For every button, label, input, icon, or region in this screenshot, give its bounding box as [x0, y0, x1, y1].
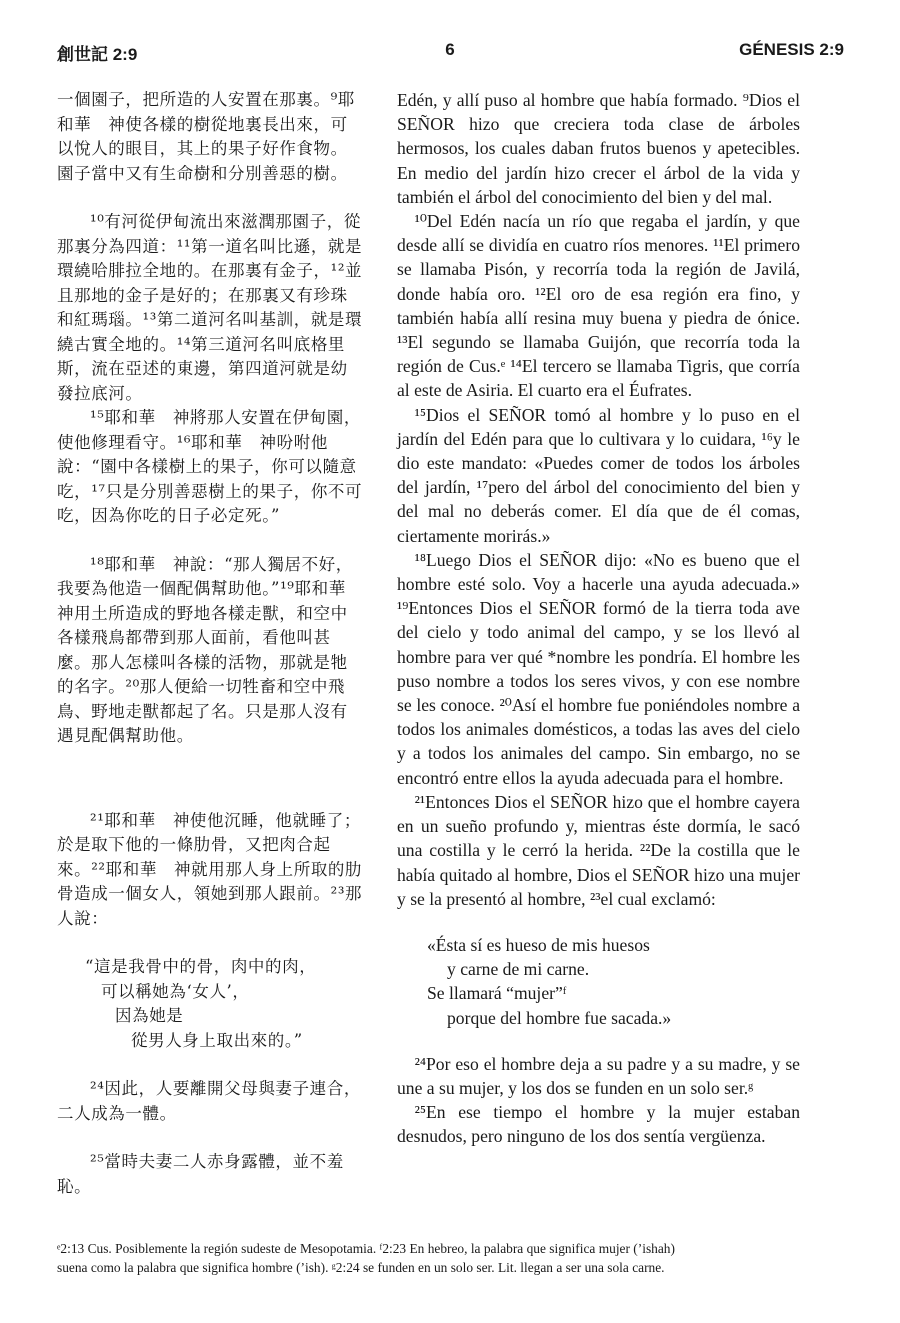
spanish-paragraph-7: ²⁵En ese tiempo el hombre y la mujer estaban desnudos, pero ninguno de los dos sentía vergüenza. [397, 1102, 800, 1147]
chinese-paragraph-6: ²⁴因此，人要離開父母與妻子連合，二人成為一體。 [57, 1079, 361, 1123]
chinese-column [57, 88, 363, 1199]
spanish-poem-line: porque del hombre fue sacada.» [447, 1007, 672, 1028]
spanish-poem-line: Se llamará “mujer”ᶠ [427, 983, 567, 1004]
spanish-paragraph-2: ¹⁰Del Edén nacía un río que regaba el jardín, y que desde allí se dividía en cuatro ríos menores. ¹¹El primero se llamaba Pisón, y recorría toda la región de Javilá, donde había oro. ¹²El oro de esa región era fino, y también había allí resina muy buena y piedra de ónice. ¹³El segundo se llamaba Guijón, que recorría toda la región de Cus.ᵉ ¹⁴El tercero se llamaba Tigris, que corría al este de Asiria. El cuarto era el Éufrates. [397, 211, 800, 401]
spanish-paragraph-6: ²⁴Por eso el hombre deja a su padre y a su madre, y se une a su mujer, y los dos se funden en un solo ser.ᵍ [397, 1053, 800, 1098]
spanish-paragraph-4: ¹⁸Luego Dios el SEÑOR dijo: «No es bueno que el hombre esté solo. Voy a hacerle una ayuda adecuada.» ¹⁹Entonces Dios el SEÑOR formó de la tierra toda ave del cielo y todo animal del campo, y se los llevó al hombre para ver qué *nombre les pondría. El hombre les puso nombre a todos los seres vivos, y con ese nombre se les conoce. ²⁰Así el hombre fue poniéndoles nombre a todos los animales domésticos, a todas las aves del cielo y a todos los animales del campo. Sin embargo, no se encontró entre ellos la ayuda adecuada para el hombre. [397, 549, 800, 788]
footnote-line-2: suena como la palabra que significa hombre (’ish). ᵍ2:24 se funden en un solo ser. Lit. llegan a ser una sola carne. [57, 1260, 665, 1275]
spanish-poem [397, 933, 800, 1030]
spanish-poem-line: y carne de mi carne. [447, 959, 590, 980]
chinese-poem [57, 955, 363, 1053]
chinese-paragraph-5: ²¹耶和華 神使他沉睡，他就睡了；於是取下他的一條肋骨，又把肉合起來。²²耶和華 神就用那人身上所取的肋骨造成一個女人，領她到那人跟前。²³那人說： [57, 810, 363, 928]
chinese-poem-line: 可以稱她為‘女人’， [101, 981, 250, 1001]
chinese-poem-line: “這是我骨中的骨，肉中的肉， [85, 957, 317, 976]
spanish-paragraph-1: Edén, y allí puso al hombre que había formado. ⁹Dios el SEÑOR hizo que creciera toda clase de árboles hermosos, los cuales daban frutos buenos y apetecibles. En medio del jardín hizo crecer el árbol de la vida y también el árbol del conocimiento del bien y del mal. [397, 90, 800, 207]
chinese-paragraph-2: ¹⁰有河從伊甸流出來滋潤那園子，從那裏分為四道：¹¹第一道名叫比遜，就是環繞哈腓拉全地的。在那裏有金子，¹²並且那地的金子是好的；在那裏又有珍珠和紅瑪瑙。¹³第二道河名叫基訓，就是環繞古實全地的。¹⁴第三道河名叫底格里斯，流在亞述的東邊，第四道河就是幼發拉底河。 [57, 212, 363, 403]
chinese-paragraph-4: ¹⁸耶和華 神說：“那人獨居不好，我要為他造一個配偶幫助他。”¹⁹耶和華 神用土所造成的野地各樣走獸，和空中各樣飛鳥都帶到那人面前，看他叫甚麼。那人怎樣叫各樣的活物，那就是牠的名字。²⁰那人便給一切牲畜和空中飛鳥、野地走獸都起了名。只是那人沒有遇見配偶幫助他。 [57, 554, 363, 745]
chinese-paragraph-3: ¹⁵耶和華 神將那人安置在伊甸園，使他修理看守。¹⁶耶和華 神吩咐他說：“園中各樣樹上的果子，你可以隨意吃，¹⁷只是分別善惡樹上的果子，你不可吃，因為你吃的日子必定死。” [57, 408, 363, 525]
header-book-chinese: 創世記 2:9 [57, 45, 138, 64]
chinese-paragraph-7: ²⁵當時夫妻二人赤身露體，並不羞恥。 [57, 1152, 344, 1196]
header-book-spanish: GÉNESIS 2:9 [739, 40, 844, 59]
spanish-paragraph-5: ²¹Entonces Dios el SEÑOR hizo que el hombre cayera en un sueño profundo y, mientras éste dormía, le sacó una costilla y le cerró la herida. ²²De la costilla que le había quitado al hombre, Dios el SEÑOR hizo una mujer y se la presentó al hombre, ²³el cual exclamó: [397, 791, 800, 909]
footnote-line-1: ᵉ2:13 Cus. Posiblemente la región sudeste de Mesopotamia. ᶠ2:23 En hebreo, la palabra que significa mujer (’ishah) [57, 1241, 675, 1256]
footnotes [57, 1239, 817, 1277]
spanish-poem-line: «Ésta sí es hueso de mis huesos [427, 934, 650, 955]
page-number: 6 [445, 40, 455, 59]
spanish-column [397, 88, 800, 1149]
spanish-paragraph-3: ¹⁵Dios el SEÑOR tomó al hombre y lo puso en el jardín del Edén para que lo cultivara y lo cuidara, ¹⁶y le dio este mandato: «Puedes comer de todos los árboles del jardín, ¹⁷pero del árbol del conocimiento del bien y del mal no deberás comer. El día que de él comas, ciertamente morirás.» [397, 404, 800, 546]
chinese-poem-line: 因為她是 [115, 1006, 184, 1025]
chinese-poem-line: 從男人身上取出來的。” [131, 1030, 303, 1050]
chinese-paragraph-1: 一個園子，把所造的人安置在那裏。⁹耶和華 神使各樣的樹從地裏長出來，可以悅人的眼目，其上的果子好作食物。園子當中又有生命樹和分別善惡的樹。 [57, 90, 355, 183]
